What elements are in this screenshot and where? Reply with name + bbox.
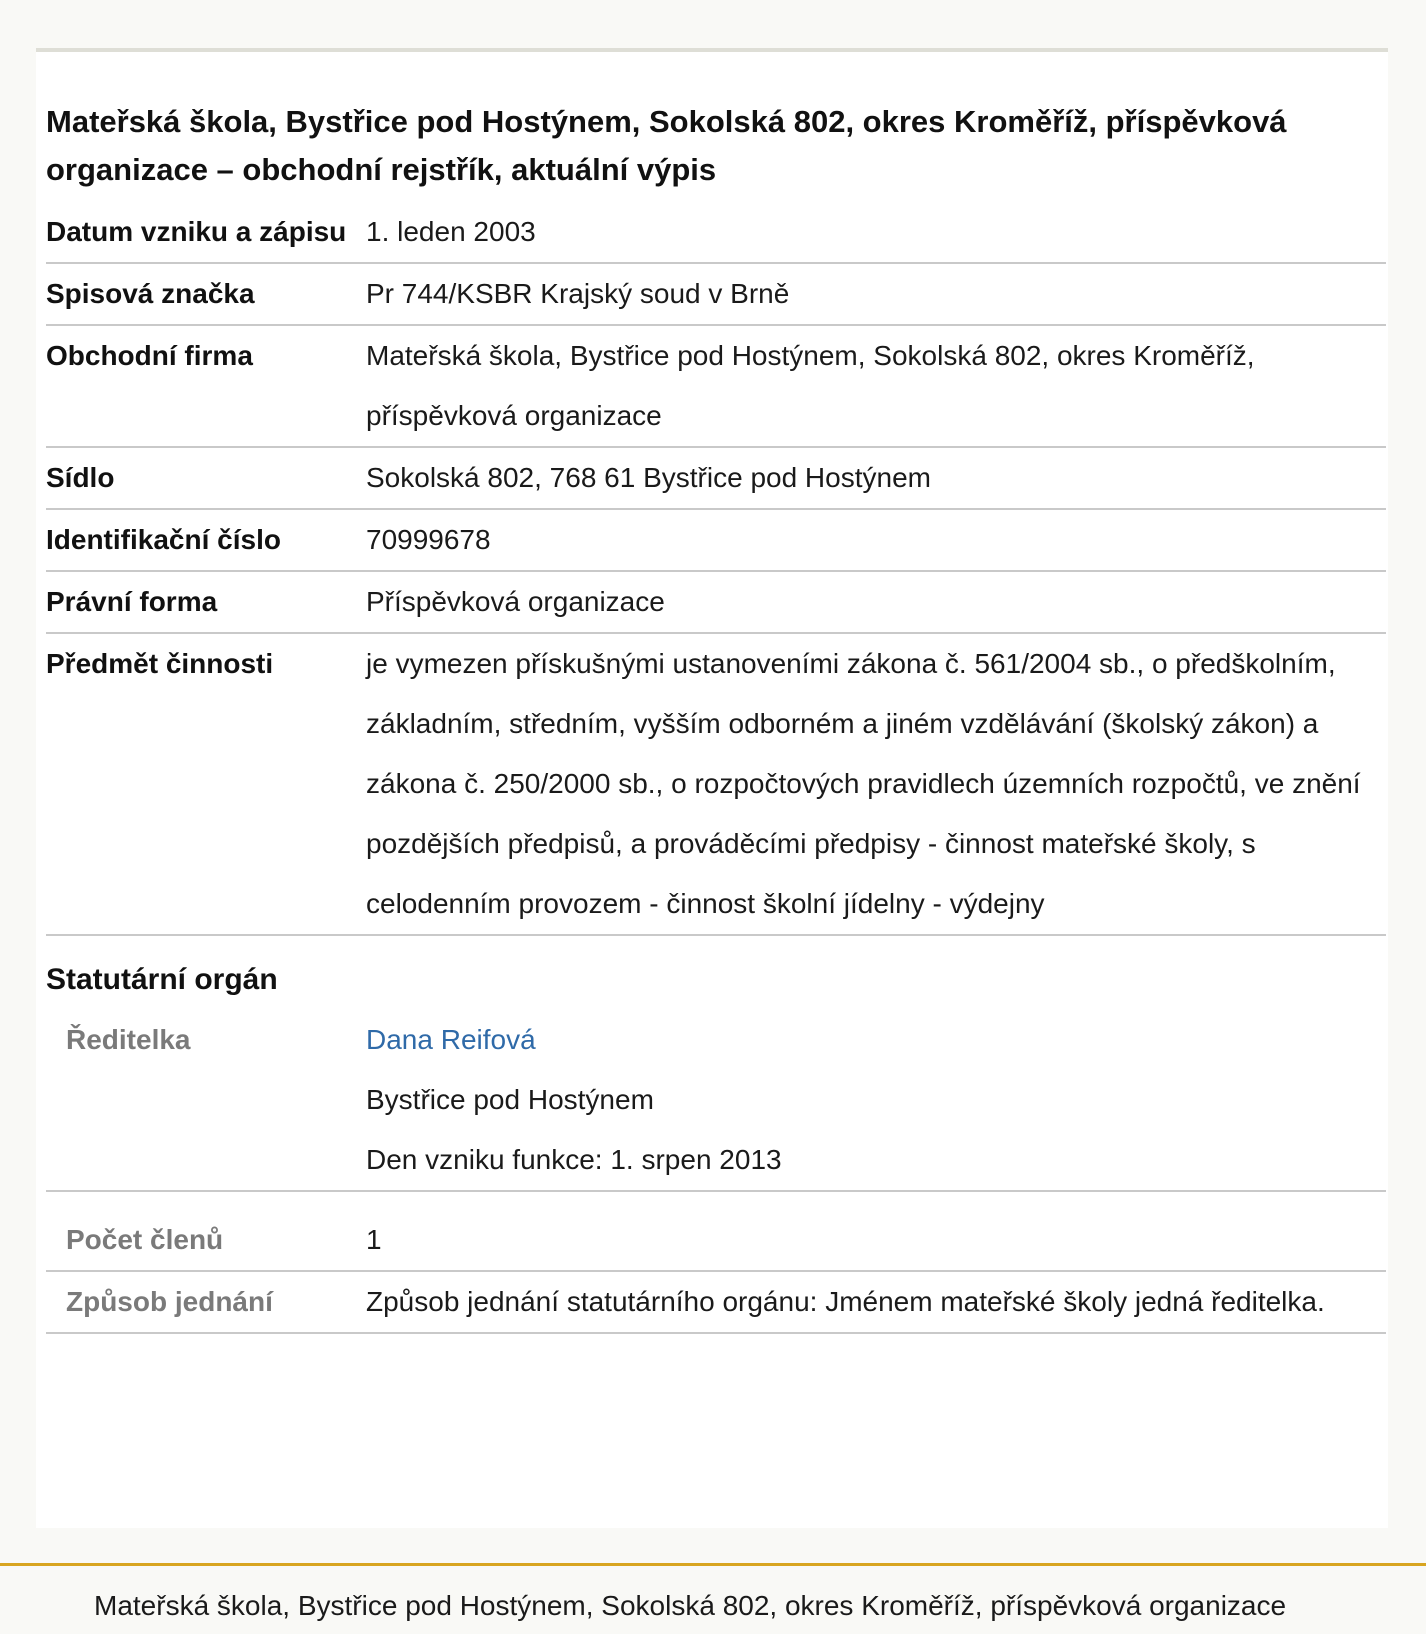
- record-row: [46, 572, 1386, 634]
- footer-company-name: Mateřská škola, Bystřice pod Hostýnem, Sokolská 802, okres Kroměříž, příspěvková organizace: [94, 1590, 1287, 1621]
- page-title: Mateřská škola, Bystřice pod Hostýnem, Sokolská 802, okres Kroměříž, příspěvková organizace – obchodní rejstřík, aktuální výpis: [46, 104, 1287, 187]
- director-label: Ředitelka: [66, 1024, 191, 1055]
- members-label: Počet členů: [66, 1224, 224, 1255]
- director-city: Bystřice pod Hostýnem: [366, 1084, 654, 1115]
- record-row: [46, 510, 1386, 572]
- acting-value: Způsob jednání statutárního orgánu: Jménem mateřské školy jedná ředitelka.: [366, 1286, 1325, 1317]
- record-row: [46, 202, 1386, 264]
- record-value: Pr 744/KSBR Krajský soud v Brně: [366, 278, 790, 309]
- record-value: 1. leden 2003: [366, 216, 536, 247]
- record-label: Právní forma: [46, 586, 218, 617]
- registry-card: [36, 48, 1388, 1528]
- record-value: Mateřská škola, Bystřice pod Hostýnem, Sokolská 802, okres Kroměříž, příspěvková organizace: [366, 340, 1255, 431]
- record-row: [46, 448, 1386, 510]
- record-value: Sokolská 802, 768 61 Bystřice pod Hostýnem: [366, 462, 931, 493]
- record-label: Předmět činnosti: [46, 648, 274, 679]
- record-row: [46, 264, 1386, 326]
- record-label: Datum vzniku a zápisu: [46, 216, 347, 247]
- record-value: je vymezen přískušnými ustanoveními zákona č. 561/2004 sb., o předškolním, základním, středním, vyšším odborném a jiném vzdělávání (školský zákon) a zákona č. 250/2000 sb., o rozpočtových pravidlech územních rozpočtů, ve znění pozdějších předpisů, a prováděcími předpisy - činnost mateřské školy, s celodenním provozem - činnost školní jídelny - výdejny: [366, 648, 1361, 919]
- director-since: Den vzniku funkce: 1. srpen 2013: [366, 1144, 782, 1175]
- statutory-members-row: [46, 1210, 1386, 1272]
- spacer: [46, 1192, 1386, 1210]
- members-value: 1: [366, 1224, 382, 1255]
- statutory-acting-row: [46, 1272, 1386, 1334]
- record-row: [46, 634, 1386, 936]
- record-label: Identifikační číslo: [46, 524, 281, 555]
- record-row: [46, 326, 1386, 448]
- record-label: Obchodní firma: [46, 340, 253, 371]
- record-value: 70999678: [366, 524, 491, 555]
- footer: [0, 1563, 1426, 1634]
- statutory-director-row: [46, 1010, 1386, 1192]
- statutory-heading: Statutární orgán: [46, 963, 278, 996]
- record-value: Příspěvková organizace: [366, 586, 665, 617]
- director-details: [366, 1010, 1386, 1190]
- acting-label: Způsob jednání: [66, 1286, 273, 1317]
- record-label: Sídlo: [46, 462, 115, 493]
- record-label: Spisová značka: [46, 278, 255, 309]
- director-name-link[interactable]: Dana Reifová: [366, 1024, 536, 1055]
- registry-content: [46, 52, 1386, 1334]
